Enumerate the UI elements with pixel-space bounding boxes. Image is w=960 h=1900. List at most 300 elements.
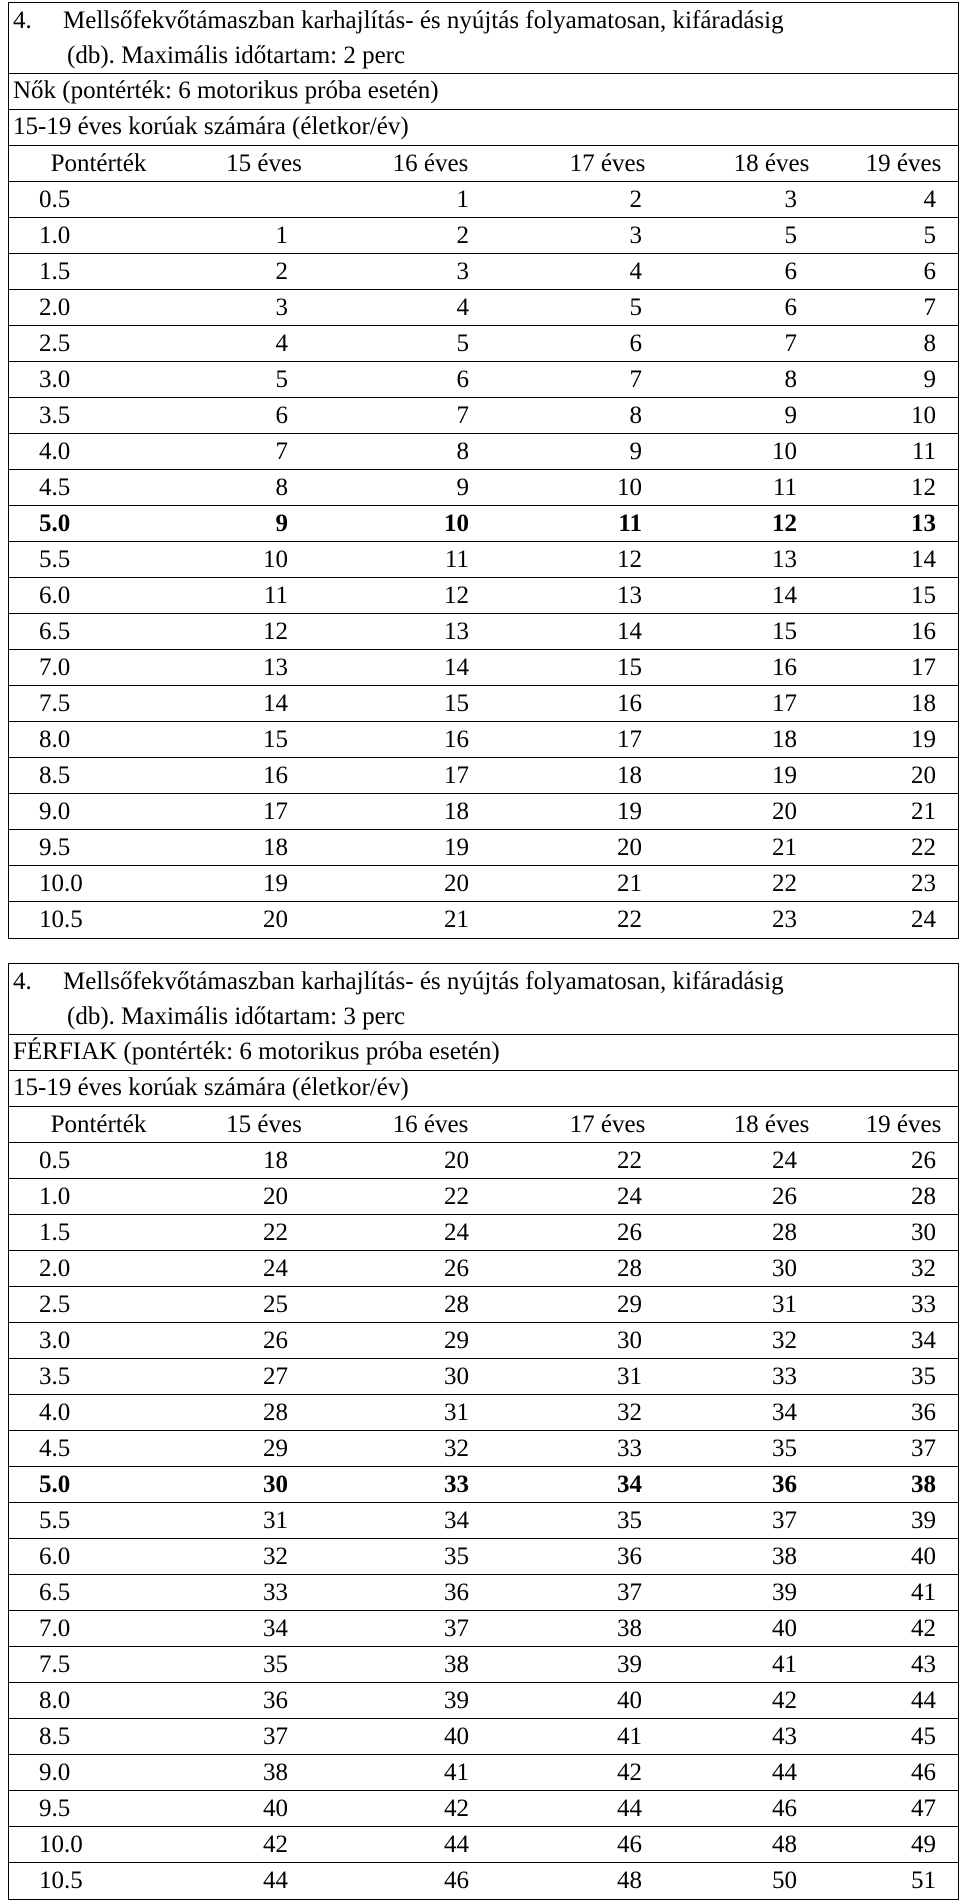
value-cell: 13 [617, 582, 642, 609]
value-cell: 11 [263, 582, 288, 609]
exercise-number: 4. [13, 968, 32, 995]
value-cell: 23 [911, 870, 936, 897]
points-cell: 2.5 [39, 330, 71, 357]
men-score-table [8, 963, 959, 1900]
value-cell: 33 [911, 1291, 936, 1318]
value-cell: 17 [263, 798, 288, 825]
value-cell: 15 [911, 582, 936, 609]
value-cell: 44 [617, 1795, 642, 1822]
value-cell: 38 [617, 1615, 642, 1642]
value-cell: 34 [772, 1399, 797, 1426]
value-cell: 22 [772, 870, 797, 897]
table-row [9, 434, 958, 470]
table-row [9, 470, 958, 506]
points-cell: 6.0 [39, 1543, 71, 1570]
value-cell: 35 [617, 1507, 642, 1534]
table-row [9, 506, 958, 542]
value-cell: 10 [617, 474, 642, 501]
value-cell: 24 [911, 906, 936, 933]
value-cell: 5 [275, 366, 288, 393]
points-cell: 4.0 [39, 438, 71, 465]
value-cell: 30 [772, 1255, 797, 1282]
table-row [9, 1863, 958, 1899]
points-cell: 1.5 [39, 258, 71, 285]
table-row [9, 686, 958, 722]
women-score-table [8, 2, 959, 939]
table-row [9, 830, 958, 866]
points-cell: 1.0 [39, 1183, 71, 1210]
points-cell: 8.5 [39, 762, 71, 789]
points-cell: 8.0 [39, 726, 71, 753]
age-note: 15-19 éves korúak számára (életkor/év) [9, 110, 958, 146]
value-cell: 38 [911, 1471, 936, 1498]
table-row [9, 902, 958, 938]
age-note: 15-19 éves korúak számára (életkor/év) [9, 1071, 958, 1107]
value-cell: 28 [911, 1183, 936, 1210]
table-row [9, 182, 958, 218]
value-cell: 36 [263, 1687, 288, 1714]
value-cell: 19 [911, 726, 936, 753]
value-cell: 40 [911, 1543, 936, 1570]
points-cell: 8.5 [39, 1723, 71, 1750]
table-row [9, 722, 958, 758]
points-cell: 10.5 [39, 906, 83, 933]
value-cell: 51 [911, 1867, 936, 1894]
value-cell: 42 [911, 1615, 936, 1642]
value-cell: 22 [617, 1147, 642, 1174]
value-cell: 31 [444, 1399, 469, 1426]
value-cell: 36 [772, 1471, 797, 1498]
value-cell: 31 [263, 1507, 288, 1534]
value-cell: 5 [456, 330, 469, 357]
table-row [9, 1287, 958, 1323]
value-cell: 26 [444, 1255, 469, 1282]
table-row [9, 290, 958, 326]
value-cell: 46 [772, 1795, 797, 1822]
value-cell: 37 [263, 1723, 288, 1750]
table-row [9, 1611, 958, 1647]
value-cell: 21 [444, 906, 469, 933]
exercise-number: 4. [13, 7, 32, 34]
points-cell: 3.0 [39, 366, 71, 393]
value-cell: 32 [617, 1399, 642, 1426]
value-cell: 13 [444, 618, 469, 645]
value-cell: 26 [263, 1327, 288, 1354]
table-row [9, 398, 958, 434]
value-cell: 24 [617, 1183, 642, 1210]
table-row [9, 650, 958, 686]
points-cell: 0.5 [39, 186, 71, 213]
value-cell: 36 [911, 1399, 936, 1426]
value-cell: 48 [617, 1867, 642, 1894]
exercise-name: Mellsőfekvőtámaszban karhajlítás- és nyújtás folyamatosan, kifáradásig [63, 968, 784, 995]
value-cell: 33 [617, 1435, 642, 1462]
value-cell: 33 [263, 1579, 288, 1606]
value-cell: 12 [772, 510, 797, 537]
value-cell: 46 [911, 1759, 936, 1786]
value-cell: 33 [444, 1471, 469, 1498]
column-header-row [9, 1107, 958, 1143]
value-cell: 42 [617, 1759, 642, 1786]
value-cell: 29 [263, 1435, 288, 1462]
value-cell: 31 [772, 1291, 797, 1318]
points-cell: 6.0 [39, 582, 71, 609]
value-cell: 12 [617, 546, 642, 573]
table-body [9, 1143, 958, 1899]
table-row [9, 1647, 958, 1683]
value-cell: 7 [629, 366, 642, 393]
value-cell: 11 [618, 510, 642, 537]
value-cell: 38 [772, 1543, 797, 1570]
points-cell: 6.5 [39, 1579, 71, 1606]
value-cell: 4 [456, 294, 469, 321]
points-cell: 1.0 [39, 222, 71, 249]
value-cell: 25 [263, 1291, 288, 1318]
value-cell: 4 [629, 258, 642, 285]
value-cell: 37 [772, 1507, 797, 1534]
value-cell: 1 [456, 186, 469, 213]
value-cell: 14 [263, 690, 288, 717]
value-cell: 17 [444, 762, 469, 789]
column-header-points: Pontérték [50, 150, 147, 177]
value-cell: 4 [923, 186, 936, 213]
points-cell: 6.5 [39, 618, 71, 645]
value-cell: 40 [772, 1615, 797, 1642]
points-cell: 8.0 [39, 1687, 71, 1714]
column-header-age: 18 éves [733, 1111, 810, 1138]
value-cell: 23 [772, 906, 797, 933]
value-cell: 22 [263, 1219, 288, 1246]
points-cell: 4.0 [39, 1399, 71, 1426]
value-cell: 42 [772, 1687, 797, 1714]
value-cell: 16 [617, 690, 642, 717]
column-header-age: 15 éves [226, 150, 302, 177]
value-cell: 12 [444, 582, 469, 609]
exercise-title-line1 [13, 3, 958, 38]
group-label: Nők (pontérték: 6 motorikus próba esetén) [9, 74, 958, 110]
value-cell: 12 [911, 474, 936, 501]
value-cell: 13 [772, 546, 797, 573]
value-cell: 20 [444, 1147, 469, 1174]
table-row [9, 1323, 958, 1359]
value-cell: 28 [772, 1219, 797, 1246]
column-header-age: 16 éves [392, 1111, 469, 1138]
table-row [9, 254, 958, 290]
value-cell: 35 [444, 1543, 469, 1570]
exercise-title [9, 964, 958, 1035]
value-cell: 44 [444, 1831, 469, 1858]
column-header-points: Pontérték [50, 1111, 147, 1138]
group-label: FÉRFIAK (pontérték: 6 motorikus próba esetén) [9, 1035, 958, 1071]
table-row [9, 614, 958, 650]
column-header-age: 19 éves [865, 1111, 942, 1138]
value-cell: 9 [456, 474, 469, 501]
points-cell: 5.0 [39, 1471, 71, 1498]
value-cell: 16 [911, 618, 936, 645]
table-row [9, 1467, 958, 1503]
value-cell: 46 [617, 1831, 642, 1858]
value-cell: 6 [275, 402, 288, 429]
value-cell: 30 [911, 1219, 936, 1246]
value-cell: 15 [617, 654, 642, 681]
points-cell: 7.0 [39, 654, 71, 681]
points-cell: 10.0 [39, 870, 83, 897]
column-header-age: 17 éves [569, 150, 646, 177]
value-cell: 3 [275, 294, 288, 321]
value-cell: 14 [772, 582, 797, 609]
value-cell: 45 [911, 1723, 936, 1750]
value-cell: 35 [911, 1363, 936, 1390]
value-cell: 13 [263, 654, 288, 681]
value-cell: 22 [911, 834, 936, 861]
value-cell: 24 [772, 1147, 797, 1174]
points-cell: 2.5 [39, 1291, 71, 1318]
column-header-age: 16 éves [392, 150, 469, 177]
points-cell: 9.5 [39, 834, 71, 861]
value-cell: 10 [444, 510, 469, 537]
table-row [9, 1215, 958, 1251]
points-cell: 1.5 [39, 1219, 71, 1246]
value-cell: 28 [444, 1291, 469, 1318]
points-cell: 10.5 [39, 1867, 83, 1894]
value-cell: 30 [263, 1471, 288, 1498]
exercise-name: Mellsőfekvőtámaszban karhajlítás- és nyújtás folyamatosan, kifáradásig [63, 7, 784, 34]
value-cell: 2 [456, 222, 469, 249]
value-cell: 6 [784, 258, 797, 285]
value-cell: 15 [263, 726, 288, 753]
points-cell: 7.0 [39, 1615, 71, 1642]
value-cell: 34 [444, 1507, 469, 1534]
value-cell: 14 [444, 654, 469, 681]
points-cell: 9.0 [39, 1759, 71, 1786]
value-cell: 20 [617, 834, 642, 861]
value-cell: 8 [923, 330, 936, 357]
value-cell: 37 [911, 1435, 936, 1462]
exercise-title-line2: (db). Maximális időtartam: 3 perc [67, 1003, 406, 1030]
column-header-age: 17 éves [569, 1111, 646, 1138]
value-cell: 18 [772, 726, 797, 753]
value-cell: 35 [772, 1435, 797, 1462]
value-cell: 21 [772, 834, 797, 861]
value-cell: 3 [629, 222, 642, 249]
table-row [9, 1395, 958, 1431]
value-cell: 9 [784, 402, 797, 429]
value-cell: 24 [444, 1219, 469, 1246]
value-cell: 37 [617, 1579, 642, 1606]
value-cell: 39 [772, 1579, 797, 1606]
value-cell: 6 [784, 294, 797, 321]
value-cell: 7 [923, 294, 936, 321]
value-cell: 32 [772, 1327, 797, 1354]
value-cell: 7 [456, 402, 469, 429]
exercise-title [9, 3, 958, 74]
value-cell: 8 [456, 438, 469, 465]
value-cell: 20 [263, 906, 288, 933]
points-cell: 4.5 [39, 474, 71, 501]
value-cell: 16 [444, 726, 469, 753]
value-cell: 14 [911, 546, 936, 573]
value-cell: 40 [617, 1687, 642, 1714]
value-cell: 11 [444, 546, 469, 573]
value-cell: 17 [911, 654, 936, 681]
value-cell: 29 [617, 1291, 642, 1318]
value-cell: 31 [617, 1363, 642, 1390]
value-cell: 19 [263, 870, 288, 897]
value-cell: 9 [275, 510, 288, 537]
value-cell: 32 [911, 1255, 936, 1282]
value-cell: 10 [911, 402, 936, 429]
value-cell: 2 [629, 186, 642, 213]
value-cell: 21 [617, 870, 642, 897]
points-cell: 2.0 [39, 294, 71, 321]
value-cell: 35 [263, 1651, 288, 1678]
value-cell: 8 [784, 366, 797, 393]
points-cell: 3.5 [39, 402, 71, 429]
value-cell: 47 [911, 1795, 936, 1822]
value-cell: 20 [772, 798, 797, 825]
column-header-age: 18 éves [733, 150, 810, 177]
value-cell [188, 182, 340, 217]
value-cell: 21 [911, 798, 936, 825]
value-cell: 28 [617, 1255, 642, 1282]
value-cell: 22 [617, 906, 642, 933]
value-cell: 19 [617, 798, 642, 825]
table-row [9, 794, 958, 830]
value-cell: 29 [444, 1327, 469, 1354]
value-cell: 22 [444, 1183, 469, 1210]
table-row [9, 1431, 958, 1467]
points-cell: 3.0 [39, 1327, 71, 1354]
value-cell: 34 [263, 1615, 288, 1642]
value-cell: 14 [617, 618, 642, 645]
points-cell: 3.5 [39, 1363, 71, 1390]
value-cell: 41 [911, 1579, 936, 1606]
value-cell: 18 [617, 762, 642, 789]
value-cell: 43 [772, 1723, 797, 1750]
value-cell: 18 [263, 1147, 288, 1174]
value-cell: 15 [772, 618, 797, 645]
value-cell: 16 [263, 762, 288, 789]
value-cell: 13 [911, 510, 936, 537]
value-cell: 7 [784, 330, 797, 357]
value-cell: 44 [911, 1687, 936, 1714]
table-row [9, 1539, 958, 1575]
table-row [9, 758, 958, 794]
value-cell: 36 [444, 1579, 469, 1606]
table-row [9, 1179, 958, 1215]
value-cell: 50 [772, 1867, 797, 1894]
points-cell: 7.5 [39, 690, 71, 717]
value-cell: 4 [275, 330, 288, 357]
value-cell: 18 [444, 798, 469, 825]
value-cell: 12 [263, 618, 288, 645]
value-cell: 40 [444, 1723, 469, 1750]
value-cell: 44 [772, 1759, 797, 1786]
value-cell: 40 [263, 1795, 288, 1822]
value-cell: 32 [263, 1543, 288, 1570]
points-cell: 10.0 [39, 1831, 83, 1858]
value-cell: 28 [263, 1399, 288, 1426]
table-row [9, 1719, 958, 1755]
value-cell: 5 [923, 222, 936, 249]
value-cell: 20 [263, 1183, 288, 1210]
value-cell: 8 [629, 402, 642, 429]
table-row [9, 326, 958, 362]
value-cell: 5 [784, 222, 797, 249]
value-cell: 26 [911, 1147, 936, 1174]
value-cell: 46 [444, 1867, 469, 1894]
points-cell: 0.5 [39, 1147, 71, 1174]
value-cell: 11 [911, 438, 936, 465]
value-cell: 39 [617, 1651, 642, 1678]
value-cell: 7 [275, 438, 288, 465]
value-cell: 44 [263, 1867, 288, 1894]
value-cell: 1 [275, 222, 288, 249]
value-cell: 9 [629, 438, 642, 465]
value-cell: 2 [275, 258, 288, 285]
value-cell: 48 [772, 1831, 797, 1858]
value-cell: 18 [911, 690, 936, 717]
points-cell: 4.5 [39, 1435, 71, 1462]
points-cell: 9.0 [39, 798, 71, 825]
value-cell: 19 [772, 762, 797, 789]
value-cell: 39 [444, 1687, 469, 1714]
points-cell: 7.5 [39, 1651, 71, 1678]
value-cell: 38 [263, 1759, 288, 1786]
table-row [9, 1143, 958, 1179]
table-row [9, 1251, 958, 1287]
column-header-row [9, 146, 958, 182]
table-row [9, 1791, 958, 1827]
value-cell: 26 [617, 1219, 642, 1246]
value-cell: 41 [772, 1651, 797, 1678]
value-cell: 11 [772, 474, 797, 501]
table-row [9, 1683, 958, 1719]
exercise-title-line1 [13, 964, 958, 999]
value-cell: 42 [263, 1831, 288, 1858]
value-cell: 10 [772, 438, 797, 465]
table-row [9, 1755, 958, 1791]
points-cell: 9.5 [39, 1795, 71, 1822]
table-row [9, 542, 958, 578]
value-cell: 10 [263, 546, 288, 573]
value-cell: 37 [444, 1615, 469, 1642]
value-cell: 18 [263, 834, 288, 861]
table-row [9, 362, 958, 398]
table-row [9, 1359, 958, 1395]
column-header-age: 19 éves [865, 150, 942, 177]
value-cell: 19 [444, 834, 469, 861]
value-cell: 43 [911, 1651, 936, 1678]
value-cell: 6 [923, 258, 936, 285]
table-row [9, 218, 958, 254]
value-cell: 41 [444, 1759, 469, 1786]
value-cell: 6 [456, 366, 469, 393]
value-cell: 17 [617, 726, 642, 753]
value-cell: 42 [444, 1795, 469, 1822]
value-cell: 9 [923, 366, 936, 393]
value-cell: 16 [772, 654, 797, 681]
table-row [9, 1827, 958, 1863]
value-cell: 8 [275, 474, 288, 501]
column-header-age: 15 éves [226, 1111, 302, 1138]
points-cell: 2.0 [39, 1255, 71, 1282]
value-cell: 15 [444, 690, 469, 717]
value-cell: 49 [911, 1831, 936, 1858]
table-row [9, 578, 958, 614]
value-cell: 34 [617, 1471, 642, 1498]
value-cell: 3 [456, 258, 469, 285]
